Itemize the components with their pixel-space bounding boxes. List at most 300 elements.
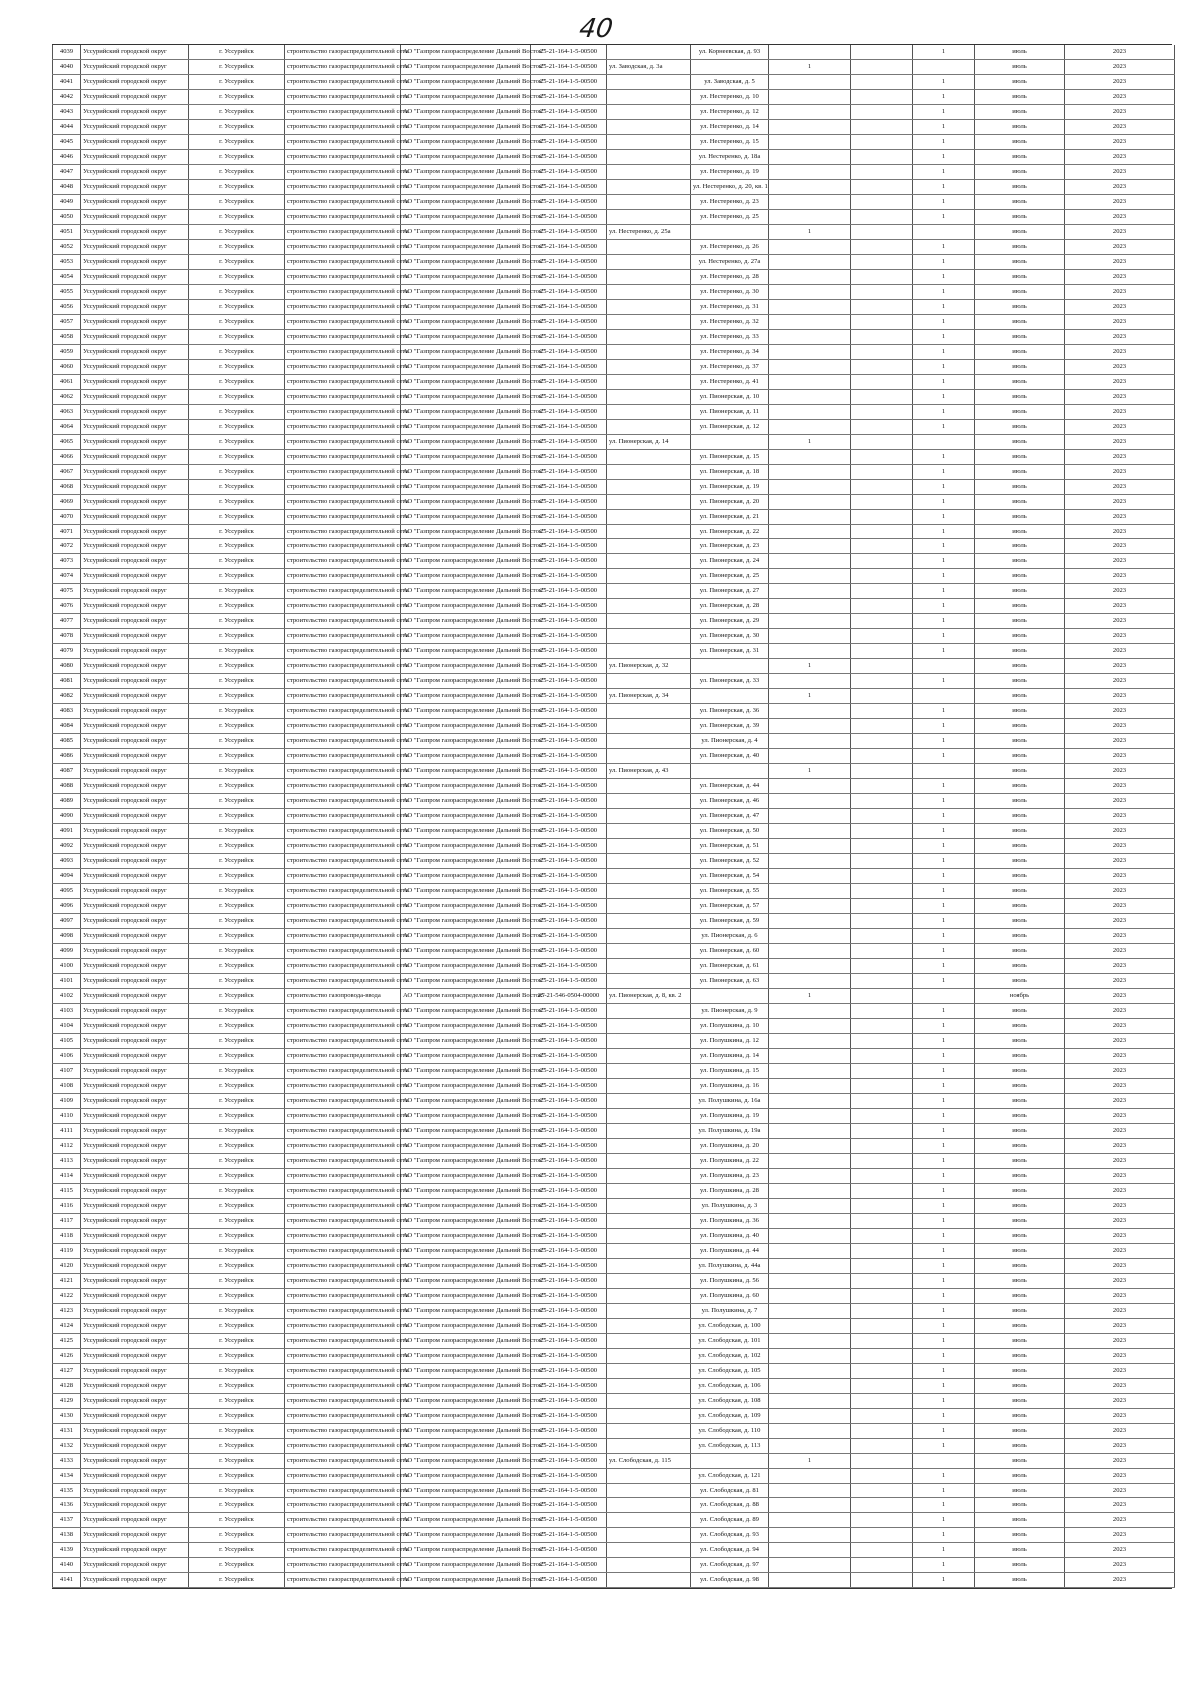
address-cell-secondary <box>691 1453 769 1468</box>
work-type-cell: строительство газораспределительной сети <box>285 59 401 74</box>
count-cell-secondary: 1 <box>913 1573 975 1588</box>
year-cell: 2023 <box>1065 1453 1175 1468</box>
address-cell-secondary: ул. Полушкина, д. 60 <box>691 1288 769 1303</box>
month-cell: июль <box>975 569 1065 584</box>
blank-cell <box>851 254 913 269</box>
city-cell: г. Уссурийск <box>189 1108 285 1123</box>
count-cell-primary <box>769 1153 851 1168</box>
table-row <box>53 1004 1175 1019</box>
year-cell: 2023 <box>1065 1243 1175 1258</box>
table-row <box>53 1333 1175 1348</box>
count-cell-secondary: 1 <box>913 404 975 419</box>
year-cell: 2023 <box>1065 1273 1175 1288</box>
blank-cell <box>851 314 913 329</box>
year-cell: 2023 <box>1065 1183 1175 1198</box>
table-row <box>53 1063 1175 1078</box>
month-cell: июль <box>975 1123 1065 1138</box>
object-code-cell: 25-21-164-1-5-00500 <box>531 824 607 839</box>
city-cell: г. Уссурийск <box>189 1318 285 1333</box>
table-row <box>53 119 1175 134</box>
blank-cell <box>851 1063 913 1078</box>
month-cell: июль <box>975 479 1065 494</box>
blank-cell <box>851 464 913 479</box>
work-type-cell: строительство газораспределительной сети <box>285 434 401 449</box>
count-cell-secondary: 1 <box>913 734 975 749</box>
address-cell-secondary: ул. Нестеренко, д. 41 <box>691 374 769 389</box>
count-cell-secondary: 1 <box>913 839 975 854</box>
year-cell: 2023 <box>1065 1198 1175 1213</box>
row-number: 4062 <box>53 389 81 404</box>
city-cell: г. Уссурийск <box>189 524 285 539</box>
row-number: 4076 <box>53 599 81 614</box>
city-cell: г. Уссурийск <box>189 1363 285 1378</box>
address-cell-primary <box>607 239 691 254</box>
object-code-cell: 25-21-164-1-5-00500 <box>531 1093 607 1108</box>
address-cell-primary <box>607 1528 691 1543</box>
row-number: 4127 <box>53 1363 81 1378</box>
count-cell-primary <box>769 284 851 299</box>
organization-cell: АО "Газпром газораспределение Дальний Восток" <box>401 1018 531 1033</box>
organization-cell: АО "Газпром газораспределение Дальний Восток" <box>401 554 531 569</box>
object-code-cell: 25-21-164-1-5-00500 <box>531 749 607 764</box>
district-cell: Уссурийский городской округ <box>81 1048 189 1063</box>
blank-cell <box>851 1168 913 1183</box>
blank-cell <box>851 869 913 884</box>
table-row <box>53 1258 1175 1273</box>
count-cell-secondary: 1 <box>913 869 975 884</box>
year-cell: 2023 <box>1065 1333 1175 1348</box>
row-number: 4088 <box>53 779 81 794</box>
organization-cell: АО "Газпром газораспределение Дальний Восток" <box>401 254 531 269</box>
work-type-cell: строительство газораспределительной сети <box>285 1468 401 1483</box>
count-cell-primary <box>769 1423 851 1438</box>
city-cell: г. Уссурийск <box>189 1228 285 1243</box>
count-cell-primary <box>769 1183 851 1198</box>
count-cell-secondary: 1 <box>913 314 975 329</box>
count-cell-secondary: 1 <box>913 1018 975 1033</box>
month-cell: июль <box>975 1033 1065 1048</box>
blank-cell <box>851 374 913 389</box>
object-code-cell: 25-21-164-1-5-00500 <box>531 404 607 419</box>
object-code-cell: 25-21-164-1-5-00500 <box>531 1048 607 1063</box>
work-type-cell: строительство газораспределительной сети <box>285 1004 401 1019</box>
object-code-cell: 25-21-164-1-5-00500 <box>531 794 607 809</box>
address-cell-secondary: ул. Слободская, д. 93 <box>691 1528 769 1543</box>
count-cell-primary <box>769 45 851 59</box>
blank-cell <box>851 704 913 719</box>
table-row <box>53 689 1175 704</box>
year-cell: 2023 <box>1065 929 1175 944</box>
address-cell-primary <box>607 644 691 659</box>
year-cell: 2023 <box>1065 884 1175 899</box>
organization-cell: АО "Газпром газораспределение Дальний Восток" <box>401 509 531 524</box>
month-cell: июль <box>975 1483 1065 1498</box>
row-number: 4060 <box>53 359 81 374</box>
blank-cell <box>851 1408 913 1423</box>
organization-cell: АО "Газпром газораспределение Дальний Восток" <box>401 1273 531 1288</box>
count-cell-primary <box>769 884 851 899</box>
row-number: 4065 <box>53 434 81 449</box>
blank-cell <box>851 944 913 959</box>
row-number: 4131 <box>53 1423 81 1438</box>
city-cell: г. Уссурийск <box>189 284 285 299</box>
work-type-cell: строительство газораспределительной сети <box>285 1213 401 1228</box>
city-cell: г. Уссурийск <box>189 89 285 104</box>
work-type-cell: строительство газораспределительной сети <box>285 464 401 479</box>
table-row <box>53 269 1175 284</box>
object-code-cell: 25-21-164-1-5-00500 <box>531 1138 607 1153</box>
organization-cell: АО "Газпром газораспределение Дальний Восток" <box>401 1528 531 1543</box>
table-row <box>53 479 1175 494</box>
organization-cell: АО "Газпром газораспределение Дальний Восток" <box>401 404 531 419</box>
organization-cell: АО "Газпром газораспределение Дальний Восток" <box>401 1543 531 1558</box>
year-cell: 2023 <box>1065 134 1175 149</box>
table-row <box>53 1528 1175 1543</box>
district-cell: Уссурийский городской округ <box>81 974 189 989</box>
count-cell-secondary: 1 <box>913 824 975 839</box>
organization-cell: АО "Газпром газораспределение Дальний Восток" <box>401 1363 531 1378</box>
address-cell-secondary <box>691 689 769 704</box>
count-cell-primary: 1 <box>769 764 851 779</box>
count-cell-secondary: 1 <box>913 854 975 869</box>
work-type-cell: строительство газораспределительной сети <box>285 1198 401 1213</box>
organization-cell: АО "Газпром газораспределение Дальний Восток" <box>401 464 531 479</box>
object-code-cell: 25-21-164-1-5-00500 <box>531 659 607 674</box>
row-number: 4086 <box>53 749 81 764</box>
district-cell: Уссурийский городской округ <box>81 104 189 119</box>
district-cell: Уссурийский городской округ <box>81 269 189 284</box>
month-cell: июль <box>975 1453 1065 1468</box>
district-cell: Уссурийский городской округ <box>81 494 189 509</box>
count-cell-primary <box>769 344 851 359</box>
district-cell: Уссурийский городской округ <box>81 1258 189 1273</box>
blank-cell <box>851 89 913 104</box>
month-cell: июль <box>975 704 1065 719</box>
object-code-cell: 25-21-164-1-5-00500 <box>531 1273 607 1288</box>
row-number: 4051 <box>53 224 81 239</box>
address-cell-secondary: ул. Пионерская, д. 52 <box>691 854 769 869</box>
address-cell-primary <box>607 209 691 224</box>
address-cell-primary <box>607 779 691 794</box>
address-cell-secondary: ул. Слободская, д. 101 <box>691 1333 769 1348</box>
month-cell: июль <box>975 1168 1065 1183</box>
work-type-cell: строительство газораспределительной сети <box>285 404 401 419</box>
count-cell-primary <box>769 974 851 989</box>
row-number: 4111 <box>53 1123 81 1138</box>
month-cell: июль <box>975 1138 1065 1153</box>
blank-cell <box>851 74 913 89</box>
blank-cell <box>851 1393 913 1408</box>
address-cell-secondary: ул. Пионерская, д. 63 <box>691 974 769 989</box>
table-row <box>53 419 1175 434</box>
row-number: 4114 <box>53 1168 81 1183</box>
month-cell: июль <box>975 1258 1065 1273</box>
organization-cell: АО "Газпром газораспределение Дальний Восток" <box>401 719 531 734</box>
address-cell-secondary: ул. Пионерская, д. 60 <box>691 944 769 959</box>
count-cell-primary <box>769 449 851 464</box>
object-code-cell: 25-21-164-1-5-00500 <box>531 674 607 689</box>
address-cell-secondary: ул. Пионерская, д. 30 <box>691 629 769 644</box>
district-cell: Уссурийский городской округ <box>81 1168 189 1183</box>
table-row <box>53 1363 1175 1378</box>
table-row <box>53 239 1175 254</box>
work-type-cell: строительство газораспределительной сети <box>285 524 401 539</box>
address-cell-primary <box>607 1333 691 1348</box>
address-cell-primary <box>607 1483 691 1498</box>
month-cell: июль <box>975 644 1065 659</box>
table-row <box>53 959 1175 974</box>
address-cell-secondary: ул. Заводская, д. 5 <box>691 74 769 89</box>
count-cell-primary <box>769 1093 851 1108</box>
table-row <box>53 74 1175 89</box>
page-number: 40 <box>577 14 615 44</box>
table-row <box>53 1108 1175 1123</box>
object-code-cell: 25-21-164-1-5-00500 <box>531 1198 607 1213</box>
table-row <box>53 1573 1175 1588</box>
blank-cell <box>851 1453 913 1468</box>
address-cell-primary: ул. Нестеренко, д. 25а <box>607 224 691 239</box>
district-cell: Уссурийский городской округ <box>81 1303 189 1318</box>
address-cell-primary <box>607 344 691 359</box>
work-type-cell: строительство газораспределительной сети <box>285 1168 401 1183</box>
year-cell: 2023 <box>1065 1318 1175 1333</box>
count-cell-primary <box>769 179 851 194</box>
city-cell: г. Уссурийск <box>189 209 285 224</box>
address-cell-secondary: ул. Слободская, д. 106 <box>691 1378 769 1393</box>
row-number: 4104 <box>53 1018 81 1033</box>
count-cell-secondary: 1 <box>913 1438 975 1453</box>
district-cell: Уссурийский городской округ <box>81 824 189 839</box>
row-number: 4100 <box>53 959 81 974</box>
month-cell: июль <box>975 764 1065 779</box>
row-number: 4097 <box>53 914 81 929</box>
address-cell-primary: ул. Заводская, д. 3а <box>607 59 691 74</box>
count-cell-primary <box>769 704 851 719</box>
object-code-cell: 25-21-164-1-5-00500 <box>531 554 607 569</box>
object-code-cell: 25-21-164-1-5-00500 <box>531 764 607 779</box>
blank-cell <box>851 149 913 164</box>
address-cell-secondary: ул. Полушкина, д. 56 <box>691 1273 769 1288</box>
month-cell: июль <box>975 299 1065 314</box>
object-code-cell: 25-21-164-1-5-00500 <box>531 359 607 374</box>
district-cell: Уссурийский городской округ <box>81 794 189 809</box>
address-cell-secondary: ул. Слободская, д. 98 <box>691 1573 769 1588</box>
address-cell-primary <box>607 704 691 719</box>
address-cell-secondary: ул. Полушкина, д. 14 <box>691 1048 769 1063</box>
row-number: 4046 <box>53 149 81 164</box>
month-cell: июль <box>975 1333 1065 1348</box>
district-cell: Уссурийский городской округ <box>81 779 189 794</box>
count-cell-secondary: 1 <box>913 524 975 539</box>
city-cell: г. Уссурийск <box>189 1348 285 1363</box>
address-cell-secondary: ул. Пионерская, д. 29 <box>691 614 769 629</box>
object-code-cell: 25-21-164-1-5-00500 <box>531 1123 607 1138</box>
district-cell: Уссурийский городской округ <box>81 1318 189 1333</box>
count-cell-primary <box>769 839 851 854</box>
month-cell: июль <box>975 1048 1065 1063</box>
district-cell: Уссурийский городской округ <box>81 1228 189 1243</box>
month-cell: июль <box>975 1303 1065 1318</box>
count-cell-primary <box>769 1048 851 1063</box>
organization-cell: АО "Газпром газораспределение Дальний Восток" <box>401 599 531 614</box>
blank-cell <box>851 1138 913 1153</box>
district-cell: Уссурийский городской округ <box>81 1183 189 1198</box>
table-row <box>53 1513 1175 1528</box>
year-cell: 2023 <box>1065 779 1175 794</box>
city-cell: г. Уссурийск <box>189 554 285 569</box>
year-cell: 2023 <box>1065 1168 1175 1183</box>
organization-cell: АО "Газпром газораспределение Дальний Восток" <box>401 374 531 389</box>
table-row <box>53 1033 1175 1048</box>
city-cell: г. Уссурийск <box>189 389 285 404</box>
year-cell: 2023 <box>1065 1004 1175 1019</box>
blank-cell <box>851 104 913 119</box>
address-cell-primary <box>607 1138 691 1153</box>
city-cell: г. Уссурийск <box>189 914 285 929</box>
blank-cell <box>851 1573 913 1588</box>
row-number: 4067 <box>53 464 81 479</box>
row-number: 4071 <box>53 524 81 539</box>
work-type-cell: строительство газораспределительной сети <box>285 1123 401 1138</box>
organization-cell: АО "Газпром газораспределение Дальний Восток" <box>401 854 531 869</box>
count-cell-secondary: 1 <box>913 794 975 809</box>
work-type-cell: строительство газораспределительной сети <box>285 329 401 344</box>
district-cell: Уссурийский городской округ <box>81 419 189 434</box>
work-type-cell: строительство газораспределительной сети <box>285 809 401 824</box>
address-cell-primary <box>607 134 691 149</box>
row-number: 4128 <box>53 1378 81 1393</box>
address-cell-primary <box>607 1123 691 1138</box>
table-row <box>53 1093 1175 1108</box>
year-cell: 2023 <box>1065 1363 1175 1378</box>
district-cell: Уссурийский городской округ <box>81 209 189 224</box>
city-cell: г. Уссурийск <box>189 179 285 194</box>
row-number: 4045 <box>53 134 81 149</box>
blank-cell <box>851 194 913 209</box>
work-type-cell: строительство газораспределительной сети <box>285 704 401 719</box>
month-cell: июль <box>975 584 1065 599</box>
object-code-cell: 25-21-164-1-5-00500 <box>531 45 607 59</box>
count-cell-primary <box>769 1138 851 1153</box>
organization-cell: АО "Газпром газораспределение Дальний Восток" <box>401 569 531 584</box>
address-cell-secondary: ул. Пионерская, д. 36 <box>691 704 769 719</box>
year-cell: 2023 <box>1065 524 1175 539</box>
city-cell: г. Уссурийск <box>189 899 285 914</box>
object-code-cell: 25-21-164-1-5-00500 <box>531 1513 607 1528</box>
district-cell: Уссурийский городской округ <box>81 374 189 389</box>
month-cell: июль <box>975 1093 1065 1108</box>
district-cell: Уссурийский городской округ <box>81 1198 189 1213</box>
year-cell: 2023 <box>1065 854 1175 869</box>
month-cell: июль <box>975 59 1065 74</box>
work-type-cell: строительство газораспределительной сети <box>285 299 401 314</box>
blank-cell <box>851 1004 913 1019</box>
city-cell: г. Уссурийск <box>189 599 285 614</box>
address-cell-secondary: ул. Пионерская, д. 12 <box>691 419 769 434</box>
year-cell: 2023 <box>1065 794 1175 809</box>
organization-cell: АО "Газпром газораспределение Дальний Восток" <box>401 1348 531 1363</box>
count-cell-primary: 1 <box>769 434 851 449</box>
city-cell: г. Уссурийск <box>189 1018 285 1033</box>
organization-cell: АО "Газпром газораспределение Дальний Восток" <box>401 1183 531 1198</box>
table-row <box>53 449 1175 464</box>
district-cell: Уссурийский городской округ <box>81 404 189 419</box>
district-cell: Уссурийский городской округ <box>81 644 189 659</box>
city-cell: г. Уссурийск <box>189 1393 285 1408</box>
address-cell-secondary: ул. Полушкина, д. 28 <box>691 1183 769 1198</box>
count-cell-primary <box>769 809 851 824</box>
year-cell: 2023 <box>1065 674 1175 689</box>
blank-cell <box>851 614 913 629</box>
address-cell-primary <box>607 1363 691 1378</box>
year-cell: 2023 <box>1065 1063 1175 1078</box>
count-cell-secondary: 1 <box>913 239 975 254</box>
count-cell-secondary: 1 <box>913 164 975 179</box>
count-cell-primary <box>769 1108 851 1123</box>
month-cell: июль <box>975 599 1065 614</box>
address-cell-secondary: ул. Нестеренко, д. 18а <box>691 149 769 164</box>
organization-cell: АО "Газпром газораспределение Дальний Восток" <box>401 1393 531 1408</box>
address-cell-primary <box>607 149 691 164</box>
address-cell-primary <box>607 419 691 434</box>
organization-cell: АО "Газпром газораспределение Дальний Восток" <box>401 659 531 674</box>
table-row <box>53 1378 1175 1393</box>
count-cell-secondary: 1 <box>913 1198 975 1213</box>
city-cell: г. Уссурийск <box>189 449 285 464</box>
work-type-cell: строительство газораспределительной сети <box>285 89 401 104</box>
object-code-cell: 25-21-164-1-5-00500 <box>531 869 607 884</box>
city-cell: г. Уссурийск <box>189 569 285 584</box>
work-type-cell: строительство газораспределительной сети <box>285 269 401 284</box>
work-type-cell: строительство газораспределительной сети <box>285 1303 401 1318</box>
count-cell-primary <box>769 794 851 809</box>
month-cell: июль <box>975 554 1065 569</box>
district-cell: Уссурийский городской округ <box>81 719 189 734</box>
year-cell: 2023 <box>1065 1393 1175 1408</box>
count-cell-secondary <box>913 659 975 674</box>
month-cell: июль <box>975 614 1065 629</box>
district-cell: Уссурийский городской округ <box>81 1138 189 1153</box>
object-code-cell: 25-21-164-1-5-00500 <box>531 1004 607 1019</box>
blank-cell <box>851 1048 913 1063</box>
month-cell: июль <box>975 464 1065 479</box>
count-cell-primary <box>769 899 851 914</box>
object-code-cell: 25-21-164-1-5-00500 <box>531 1363 607 1378</box>
table-row <box>53 1078 1175 1093</box>
address-cell-secondary: ул. Нестеренко, д. 34 <box>691 344 769 359</box>
blank-cell <box>851 269 913 284</box>
count-cell-primary <box>769 479 851 494</box>
row-number: 4094 <box>53 869 81 884</box>
year-cell: 2023 <box>1065 209 1175 224</box>
object-code-cell: 25-21-164-1-5-00500 <box>531 194 607 209</box>
object-code-cell: 25-21-164-1-5-00500 <box>531 944 607 959</box>
city-cell: г. Уссурийск <box>189 1153 285 1168</box>
district-cell: Уссурийский городской округ <box>81 1153 189 1168</box>
count-cell-secondary: 1 <box>913 539 975 554</box>
table-row <box>53 1348 1175 1363</box>
city-cell: г. Уссурийск <box>189 134 285 149</box>
count-cell-secondary: 1 <box>913 1543 975 1558</box>
table-row <box>53 1168 1175 1183</box>
object-code-cell: 25-21-164-1-5-00500 <box>531 239 607 254</box>
organization-cell: АО "Газпром газораспределение Дальний Восток" <box>401 164 531 179</box>
count-cell-primary <box>769 674 851 689</box>
month-cell: июль <box>975 1108 1065 1123</box>
blank-cell <box>851 164 913 179</box>
count-cell-secondary: 1 <box>913 149 975 164</box>
district-cell: Уссурийский городской округ <box>81 734 189 749</box>
